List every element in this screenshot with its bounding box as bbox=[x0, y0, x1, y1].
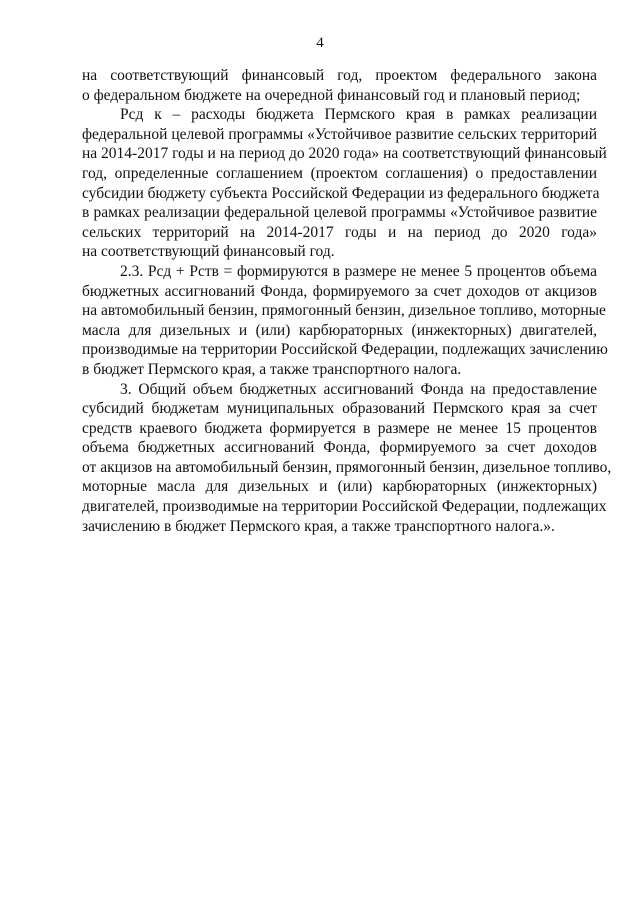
text-line: от акцизов на автомобильный бензин, прямогонный бензин, дизельное топливо, bbox=[82, 458, 612, 476]
text-line: Рсд к – расходы бюджета Пермского края в рамках реализации bbox=[120, 106, 597, 124]
text-line: 3. Общий объем бюджетных ассигнований Фонда на предоставление bbox=[120, 380, 597, 398]
text-line: о федеральном бюджете на очередной финансовый год и плановый период; bbox=[82, 86, 581, 104]
text-line: в рамках реализации федеральной целевой программы «Устойчивое развитие bbox=[82, 204, 597, 222]
document-body bbox=[82, 66, 612, 536]
text-line: двигателей, производимые на территории Российской Федерации, подлежащих bbox=[82, 498, 607, 516]
text-line: на автомобильный бензин, прямогонный бензин, дизельное топливо, моторные bbox=[82, 302, 606, 320]
page-number: 4 bbox=[316, 35, 324, 51]
text-line: 2.3. Рсд + Рств = формируются в размере не менее 5 процентов объема bbox=[120, 262, 597, 280]
text-line: сельских территорий на 2014-2017 годы и на период до 2020 года» bbox=[82, 223, 597, 241]
text-line: год, определенные соглашением (проектом соглашения) о предоставлении bbox=[82, 164, 597, 182]
text-line: зачислению в бюджет Пермского края, а также транспортного налога.». bbox=[82, 517, 555, 535]
text-line: в бюджет Пермского края, а также транспортного налога. bbox=[82, 360, 462, 378]
text-line: масла для дизельных и (или) карбюраторных (инжекторных) двигателей, bbox=[82, 321, 597, 339]
text-line: производимые на территории Российской Федерации, подлежащих зачислению bbox=[82, 341, 608, 359]
text-line: федеральной целевой программы «Устойчивое развитие сельских территорий bbox=[82, 125, 597, 143]
text-line: моторные масла для дизельных и (или) карбюраторных (инжекторных) bbox=[82, 478, 597, 496]
paragraph bbox=[82, 380, 612, 537]
text-line: субсидии бюджету субъекта Российской Федерации из федерального бюджета bbox=[82, 184, 600, 202]
text-line: бюджетных ассигнований Фонда, формируемого за счет доходов от акцизов bbox=[82, 282, 597, 300]
text-line: субсидий бюджетам муниципальных образований Пермского края за счет bbox=[82, 400, 597, 418]
text-line: на 2014-2017 годы и на период до 2020 года» на соответствующий финансовый bbox=[82, 145, 607, 163]
paragraph bbox=[82, 105, 607, 262]
paragraph bbox=[82, 262, 608, 380]
text-line: объема бюджетных ассигнований Фонда, формируемого за счет доходов bbox=[82, 439, 597, 457]
text-line: на соответствующий финансовый год. bbox=[82, 243, 335, 261]
text-line: средств краевого бюджета формируется в размере не менее 15 процентов bbox=[82, 419, 597, 437]
text-line: на соответствующий финансовый год, проектом федерального закона bbox=[82, 67, 597, 84]
paragraph bbox=[82, 66, 597, 105]
